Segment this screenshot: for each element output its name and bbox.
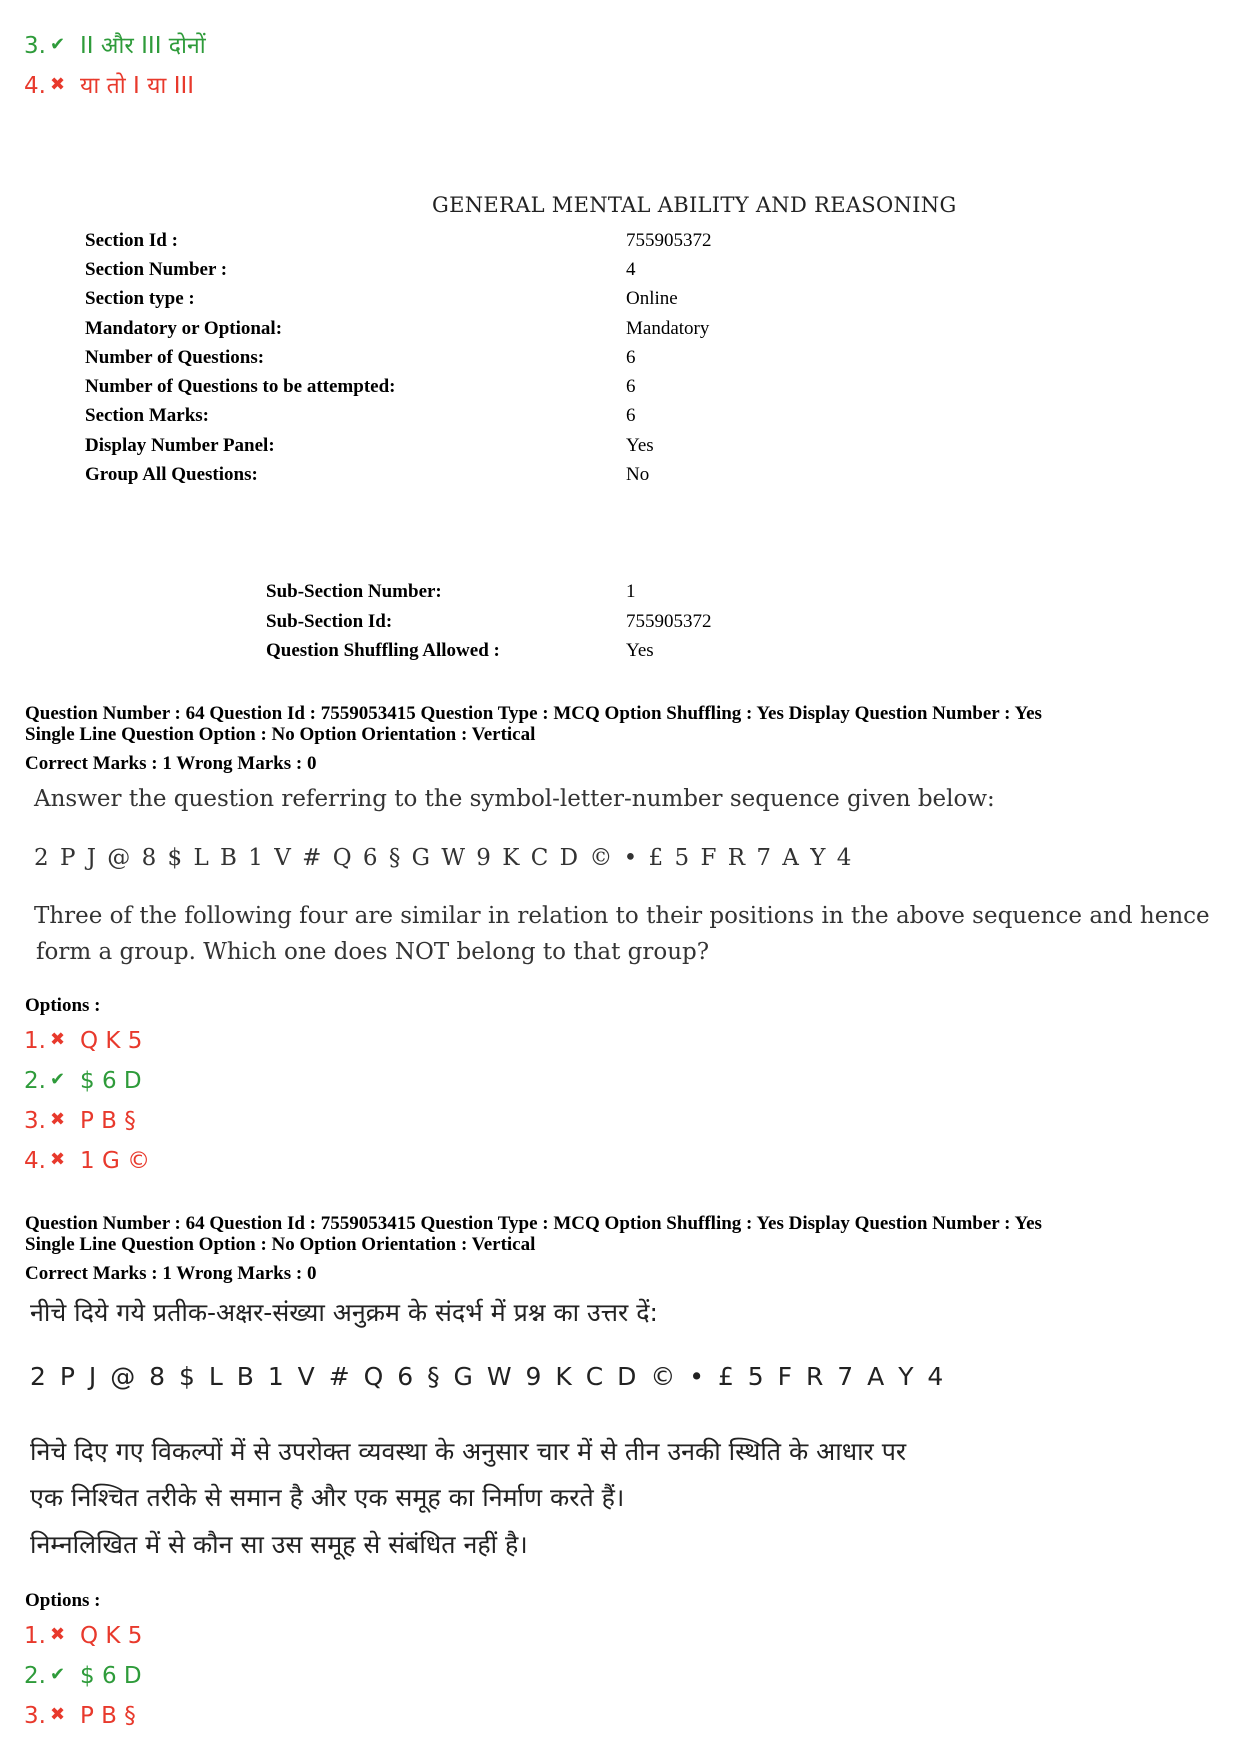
option-number: 2. — [24, 1663, 46, 1689]
option-number: 3. — [24, 1108, 46, 1134]
question-body-line-3: निम्नलिखित में से कौन सा उस समूह से संबंधित नहीं है। — [30, 1530, 528, 1559]
option-3 — [24, 1108, 136, 1134]
section-label: Display Number Panel: — [85, 435, 275, 456]
question-sequence: 2 P J @ 8 $ L B 1 V # Q 6 § G W 9 K C D © • £ 5 F R 7 A Y 4 — [30, 1362, 947, 1391]
subsection-label: Sub-Section Id: — [266, 611, 393, 632]
check-icon: ✔ — [50, 1664, 66, 1685]
option-4 — [24, 1148, 150, 1174]
question-body-line-1: Three of the following four are similar in relation to their positions in the above sequence and hence — [34, 903, 1210, 929]
section-label: Number of Questions: — [85, 347, 265, 368]
question-body-line-2: form a group. Which one does NOT belong to that group? — [36, 939, 710, 965]
option-2 — [24, 1663, 142, 1689]
section-label: Group All Questions: — [85, 464, 258, 485]
option-number: 1. — [24, 1623, 46, 1649]
option-text: P B § — [80, 1108, 136, 1134]
subsection-value: 1 — [626, 581, 636, 602]
question-body-line-1: निचे दिए गए विकल्पों में से उपरोक्त व्यवस्था के अनुसार चार में से तीन उनकी स्थिति के आधार पर — [30, 1437, 907, 1466]
cross-icon: ✖ — [50, 1149, 66, 1170]
option-text: या तो I या III — [80, 73, 195, 99]
section-label: Section Id : — [85, 230, 178, 251]
option-number: 3. — [24, 33, 46, 59]
section-title: GENERAL MENTAL ABILITY AND REASONING — [432, 193, 957, 217]
option-text: Q K 5 — [80, 1028, 143, 1054]
option-2 — [24, 1068, 142, 1094]
option-3 — [24, 1703, 136, 1729]
cross-icon: ✖ — [50, 1704, 66, 1725]
section-label: Section Marks: — [85, 405, 210, 426]
question-marks: Correct Marks : 1 Wrong Marks : 0 — [25, 753, 317, 774]
section-value: 6 — [626, 376, 636, 397]
section-label: Section Number : — [85, 259, 228, 280]
question-meta-line-2: Single Line Question Option : No Option Orientation : Vertical — [25, 1234, 536, 1255]
section-label: Mandatory or Optional: — [85, 318, 283, 339]
check-icon: ✔ — [50, 34, 66, 55]
option-number: 4. — [24, 73, 46, 99]
option-text: $ 6 D — [80, 1663, 142, 1689]
cross-icon: ✖ — [50, 1029, 66, 1050]
option-text: $ 6 D — [80, 1068, 142, 1094]
options-label: Options : — [25, 1590, 101, 1611]
option-text: P B § — [80, 1703, 136, 1729]
option-number: 1. — [24, 1028, 46, 1054]
option-text: II और III दोनों — [80, 33, 206, 59]
prev-option-4 — [24, 68, 194, 100]
question-meta-line-1: Question Number : 64 Question Id : 7559053415 Question Type : MCQ Option Shuffling : Yes Display Question Number : Yes — [25, 703, 1042, 724]
question-sequence: 2 P J @ 8 $ L B 1 V # Q 6 § G W 9 K C D © • £ 5 F R 7 A Y 4 — [34, 845, 854, 871]
section-value: Yes — [626, 435, 654, 456]
option-text: Q K 5 — [80, 1623, 143, 1649]
cross-icon: ✖ — [50, 1624, 66, 1645]
option-number: 2. — [24, 1068, 46, 1094]
section-value: No — [626, 464, 650, 485]
cross-icon: ✖ — [50, 1109, 66, 1130]
section-value: Mandatory — [626, 318, 710, 339]
option-1 — [24, 1028, 142, 1054]
question-meta-line-1: Question Number : 64 Question Id : 7559053415 Question Type : MCQ Option Shuffling : Yes Display Question Number : Yes — [25, 1213, 1042, 1234]
section-value: 4 — [626, 259, 636, 280]
question-marks: Correct Marks : 1 Wrong Marks : 0 — [25, 1263, 317, 1284]
subsection-label: Question Shuffling Allowed : — [266, 640, 500, 661]
prev-option-3 — [24, 28, 206, 60]
section-value: Online — [626, 288, 678, 309]
question-meta-line-2: Single Line Question Option : No Option Orientation : Vertical — [25, 724, 536, 745]
section-value: 755905372 — [626, 230, 712, 251]
options-label: Options : — [25, 995, 101, 1016]
section-value: 6 — [626, 347, 636, 368]
check-icon: ✔ — [50, 1069, 66, 1090]
question-prompt: Answer the question referring to the symbol-letter-number sequence given below: — [34, 786, 995, 812]
option-number: 3. — [24, 1703, 46, 1729]
section-label: Number of Questions to be attempted: — [85, 376, 396, 397]
cross-icon: ✖ — [50, 74, 66, 95]
question-body-line-2: एक निश्चित तरीके से समान है और एक समूह का निर्माण करते हैं। — [30, 1483, 625, 1512]
option-text: 1 G © — [80, 1148, 151, 1174]
section-label: Section type : — [85, 288, 195, 309]
option-number: 4. — [24, 1148, 46, 1174]
question-prompt: नीचे दिये गये प्रतीक-अक्षर-संख्या अनुक्रम के संदर्भ में प्रश्न का उत्तर दें: — [30, 1298, 658, 1327]
section-value: 6 — [626, 405, 636, 426]
subsection-value: 755905372 — [626, 611, 712, 632]
option-1 — [24, 1623, 142, 1649]
subsection-label: Sub-Section Number: — [266, 581, 442, 602]
subsection-value: Yes — [626, 640, 654, 661]
